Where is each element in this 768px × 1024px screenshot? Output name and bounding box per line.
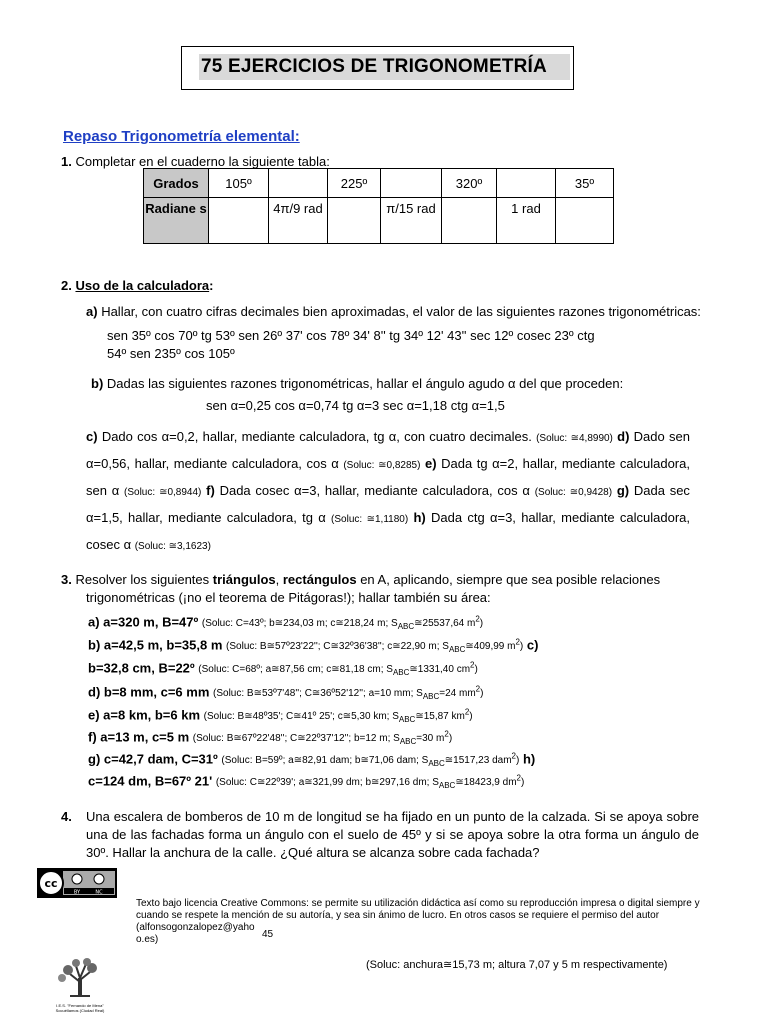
svg-text:NC: NC	[95, 889, 103, 896]
license-body: Texto bajo licencia Creative Commons: se permite su utilización didáctica así como su reproducción impresa o digital siempre y cuando se respete la mención de su autoría, y sea sin ánimo de lucro. En otros casos se requiere el permiso del autor	[136, 898, 700, 921]
exercise-2b-list: sen α=0,25 cos α=0,74 tg α=3 sec α=1,18 ctg α=1,5	[206, 398, 505, 413]
table-cell	[209, 198, 269, 244]
exercise-3b	[88, 635, 538, 658]
item-label: a)	[86, 304, 98, 319]
solution: (Soluc: C=68º; a≅87,56 cm; c≅81,18 cm; $S_{ABC}≅1331,40$ $cm^2$)	[198, 661, 478, 678]
item-text: Dada ctg α=3, hallar, mediante calculadora, cosec α	[86, 510, 690, 552]
tree-logo-icon	[40, 958, 120, 998]
table-cell: π/15 rad	[381, 198, 442, 244]
item-label: h)	[522, 751, 536, 767]
item-text: Dadas las siguientes razones trigonométricas, hallar el ángulo agudo α del que proceden:	[106, 376, 624, 391]
exercise-4-text: Una escalera de bomberos de 10 m de longitud se ha fijado en un punto de la calzada. Si se apoya sobre una de las fachadas forma un ángulo con el suelo de 45º y si se apoya sobre la otra forma un ángulo de 30º. Hallar la anchura de la calle. ¿Qué altura se alcanza sobre cada fachada?	[86, 809, 699, 860]
item-text: b) a=42,5 m, b=35,8 m	[88, 637, 223, 653]
solution: (Soluc: ≅3,1623)	[134, 541, 211, 552]
statement-bold: triángulos	[212, 572, 276, 587]
statement-text: en A, aplicando, siempre que sea posible relaciones	[360, 572, 661, 587]
item-label: g)	[616, 483, 630, 498]
school-name: I.E.S. "Fernando de Mena" Socuéllamos (Ciudad Real)	[55, 1003, 105, 1013]
exercise-3-statement	[61, 572, 660, 588]
exercise-1-text: Completar en el cuaderno la siguiente tabla:	[75, 154, 330, 169]
exercise-3d	[88, 682, 483, 705]
table-cell	[269, 169, 328, 198]
solution: (Soluc: C≅22º39'; a≅321,99 dm; b≅297,16 dm; $S_{ABC}≅18423,9$ $dm^2$)	[215, 774, 525, 791]
item-text: Dada sec α=1,5, hallar, mediante calculadora, tg α	[86, 483, 690, 525]
item-text: f) a=13 m, c=5 m	[88, 729, 190, 745]
item-text: Dada tg α=2, hallar, mediante calculadora, sen α	[86, 456, 690, 498]
table-cell: 225º	[328, 169, 381, 198]
exercise-1-number: 1.	[61, 154, 72, 169]
table-row-degrees	[144, 169, 614, 198]
item-text: Dado sen α=0,56, hallar, mediante calculadora, cos α	[86, 429, 690, 471]
exercise-2b	[91, 376, 623, 392]
item-text: a) a=320 m, B=47º	[88, 614, 199, 630]
item-text: e) a=8 km, b=6 km	[88, 707, 201, 723]
exercise-3c	[88, 658, 478, 681]
solution: (Soluc: B≅57º23'22''; C≅32º36'38''; c≅22,90 m; $S_{ABC}≅409,99$ $m^2$)	[226, 638, 524, 655]
solution: (Soluc: B=59º; a≅82,91 dam; b≅71,06 dam; $S_{ABC}≅1517,23$ dam$^2$)	[221, 752, 520, 769]
exercise-2a-list-2: 54º sen 235º cos 105º	[107, 346, 235, 361]
exercise-2-number: 2.	[61, 278, 72, 293]
solution: (Soluc: B≅48º35'; C≅41º 25'; c≅5,30 km; $S_{ABC}≅15,87$ $km^2$)	[203, 708, 473, 725]
exercise-2-heading	[61, 278, 213, 294]
table-cell	[556, 198, 614, 244]
exercise-4-solution: (Soluc: anchura≅15,73 m; altura 7,07 y 5 m respectivamente)	[366, 959, 668, 971]
table-cell: 35º	[556, 169, 614, 198]
author-email: (alfonsogonzalopez@yaho o.es)	[136, 922, 255, 945]
solution: (Soluc: ≅0,8285)	[343, 460, 421, 471]
solution: (Soluc: C=43º; b≅234,03 m; c≅218,24 m; $S_{ABC}≅25537,64$ $m^2$)	[201, 615, 484, 632]
table-cell	[442, 198, 497, 244]
item-label: c)	[526, 637, 539, 653]
table-cell: 320º	[442, 169, 497, 198]
table-cell: 4π/9 rad	[269, 198, 328, 244]
exercise-3a	[88, 612, 483, 635]
item-text: c=124 dm, B=67º 21'	[88, 773, 213, 789]
item-label: f)	[206, 483, 215, 498]
item-text: Dada cosec α=3, hallar, mediante calculadora, cos α	[219, 483, 530, 498]
exercise-3f	[88, 727, 452, 750]
svg-text:cc: cc	[44, 877, 58, 890]
exercise-3-number: 3.	[61, 572, 72, 587]
item-label: e)	[425, 456, 437, 471]
item-label: c)	[86, 429, 98, 444]
item-label: d)	[617, 429, 630, 444]
statement-bold: rectángulos	[282, 572, 357, 587]
page-number: 45	[262, 929, 274, 940]
exercise-3-statement-2: trigonométricas (¡no el teorema de Pitágoras!); hallar también su área:	[86, 590, 491, 605]
exercise-2-title: Uso de la calculadora	[75, 278, 210, 293]
title-box	[181, 46, 574, 90]
svg-text:BY: BY	[73, 889, 81, 896]
exercise-3e	[88, 705, 473, 728]
solution: (Soluc: ≅4,8990)	[536, 433, 613, 444]
exercise-2-colon: :	[209, 278, 214, 293]
conversion-table	[143, 168, 614, 244]
item-text: g) c=42,7 dam, C=31º	[88, 751, 218, 767]
exercise-2a-list-1: sen 35º cos 70º tg 53º sen 26º 37' cos 78º 34' 8'' tg 34º 12' 43'' sec 12º cosec 23º ctg	[107, 328, 595, 343]
item-text: d) b=8 mm, c=6 mm	[88, 684, 210, 700]
exercise-2a	[86, 304, 701, 320]
solution: (Soluc: B≅67º22'48''; C≅22º37'12''; b=12 m; $S_{ABC}=30$ $m^2$)	[192, 730, 453, 747]
exercise-4-number: 4.	[61, 809, 72, 824]
statement-text: ,	[275, 572, 280, 587]
item-label: h)	[413, 510, 426, 525]
exercise-3g	[88, 749, 535, 772]
table-cell	[381, 169, 442, 198]
section-title: Repaso Trigonometría elemental:	[63, 128, 300, 145]
item-text: Hallar, con cuatro cifras decimales bien aproximadas, el valor de las siguientes razones trigonométricas:	[101, 304, 701, 319]
creative-commons-badge	[37, 868, 117, 898]
table-cell: 1 rad	[497, 198, 556, 244]
school-logo	[40, 958, 120, 1013]
solution: (Soluc: ≅0,8944)	[124, 487, 202, 498]
table-cell: Grados	[144, 169, 209, 198]
table-cell	[497, 169, 556, 198]
solution: (Soluc: B≅53º7'48''; C≅36º52'12''; a=10 mm; $S_{ABC}=24$ $mm^2$)	[213, 685, 484, 702]
item-text: b=32,8 cm, B=22º	[88, 660, 195, 676]
exercise-4	[61, 808, 699, 862]
page-title: 75 EJERCICIOS DE TRIGONOMETRÍA	[199, 54, 570, 80]
creative-commons-icon	[37, 868, 117, 898]
solution: (Soluc: ≅1,1180)	[331, 514, 409, 525]
license-text	[136, 898, 716, 946]
item-text: Dado cos α=0,2, hallar, mediante calculadora, tg α, con cuatro decimales.	[101, 429, 532, 444]
exercise-2c-h-paragraph	[86, 424, 690, 559]
solution: (Soluc: ≅0,9428)	[534, 487, 613, 498]
table-cell	[328, 198, 381, 244]
table-cell: Radiane s	[144, 198, 209, 244]
item-label: b)	[91, 376, 104, 391]
table-row-radians	[144, 198, 614, 244]
exercise-3h	[88, 771, 524, 794]
table-cell: 105º	[209, 169, 269, 198]
statement-text: Resolver los siguientes	[75, 572, 210, 587]
